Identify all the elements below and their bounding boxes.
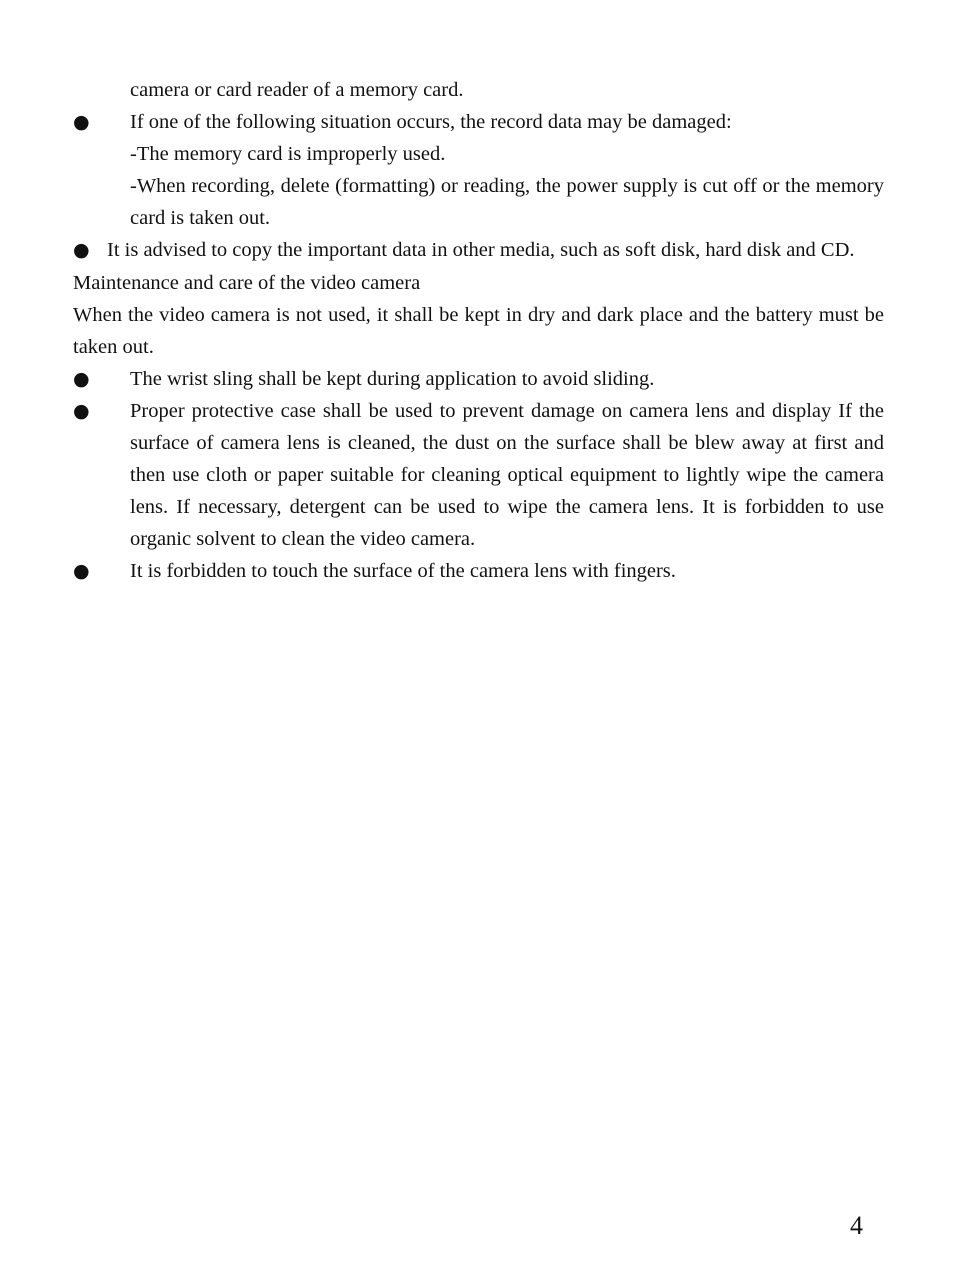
paragraph-text: If one of the following situation occurs, the record data may be damaged:	[130, 111, 732, 134]
page-number: 4	[850, 1211, 863, 1240]
body-paragraph	[73, 299, 884, 363]
paragraph-text: It is forbidden to touch the surface of the camera lens with fingers.	[130, 560, 676, 583]
sub-item	[73, 138, 884, 170]
bullet-icon: ●	[73, 111, 90, 134]
paragraph-text: -The memory card is improperly used.	[130, 143, 446, 166]
continuation-text	[73, 74, 884, 106]
sub-item	[73, 170, 884, 234]
list-item	[73, 555, 884, 587]
heading-text: Maintenance and care of the video camera	[73, 271, 421, 294]
section-heading	[73, 267, 884, 299]
paragraph-text: -When recording, delete (formatting) or reading, the power supply is cut off or the memory card is taken out.	[130, 175, 884, 230]
paragraph-text: camera or card reader of a memory card.	[130, 79, 464, 101]
page-content	[73, 74, 884, 588]
bullet-icon: ●	[73, 367, 90, 390]
list-item	[73, 363, 884, 395]
paragraph-text: When the video camera is not used, it shall be kept in dry and dark place and the battery must be taken out.	[73, 303, 884, 358]
list-item	[73, 106, 884, 138]
bullet-icon: ●	[73, 399, 90, 422]
paragraph-text: Proper protective case shall be used to prevent damage on camera lens and display If the surface of camera lens is cleaned, the dust on the surface shall be blew away at first and then use cloth or paper suitable for cleaning optical equipment to lightly wipe the camera lens. If necessary, detergent can be used to wipe the camera lens. It is forbidden to use organic solvent to clean the video camera.	[130, 399, 884, 551]
bullet-icon: ●	[73, 239, 90, 262]
list-item	[73, 395, 884, 555]
bullet-icon: ●	[73, 560, 90, 583]
list-item	[73, 234, 884, 266]
paragraph-text: It is advised to copy the important data in other media, such as soft disk, hard disk and CD.	[107, 239, 855, 262]
paragraph-text: The wrist sling shall be kept during application to avoid sliding.	[130, 367, 655, 390]
